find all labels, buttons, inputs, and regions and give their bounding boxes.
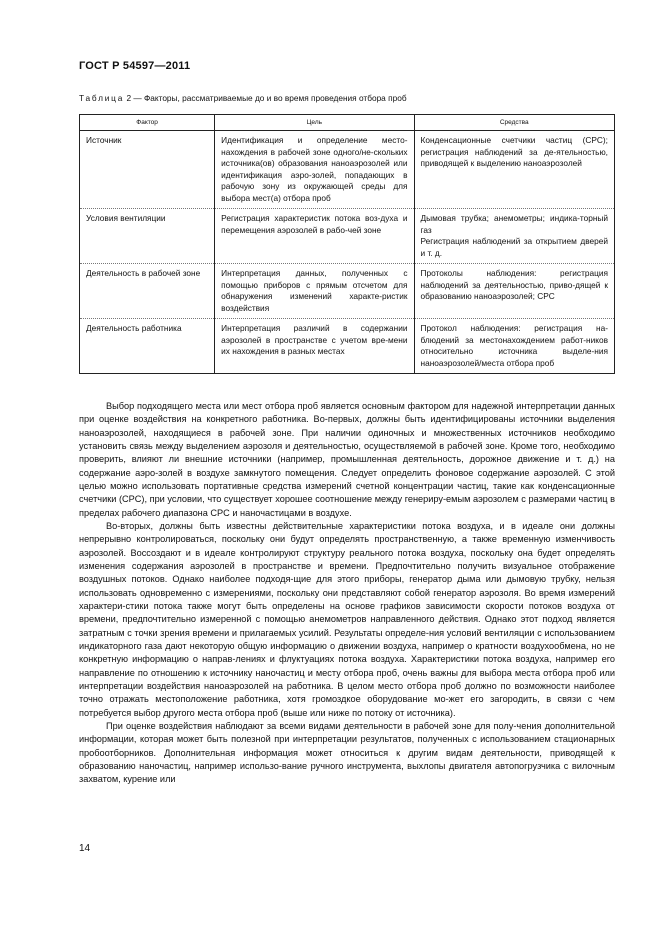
means-cell <box>414 264 615 319</box>
means-text: Регистрация наблюдений за открытием дверей и т. д. <box>420 236 608 258</box>
table-row <box>80 131 615 209</box>
factors-table <box>79 114 615 374</box>
table-caption-label: Таблица <box>79 93 125 103</box>
means-cell <box>414 209 615 264</box>
factor-cell: Деятельность в рабочей зоне <box>80 264 215 319</box>
column-header-means: Средства <box>414 115 615 131</box>
page-number: 14 <box>79 843 91 854</box>
goal-cell: Интерпретация данных, полученных с помощью приборов с прямым отсчетом для обнаружения изменений характе-ристик воздействия <box>215 264 414 319</box>
paragraph: Во-вторых, должны быть известны действительные характеристики потока воздуха, и в идеале они должны непрерывно контролироваться, поскольку они будут определять пространственную, а также временную изменчивость аэрозолей. Воссоздают и в идеале контролируют структуру реального потока воздуха, поскольку она будет определять изменения содержания аэрозолей в пространстве и времени. Предпочтительно получить визуальное отображение воздушных потоков. Однако наиболее подходя-щие для этого приборы, генератор дыма или дымовую трубку, нельзя использовать одновременно с измерениями, поскольку они представляют собой генератор аэрозоля. Во время измерений характери-стики потока также могут быть определены на основе графиков зависимости скорости потоков воздуха от времени, предпочтительно измеренной с помощью анемометров направленного действия. Однако этот подход является затратным с точки зрения времени и прилагаемых усилий. Результаты определе-ния условий вентиляции с использованием индикаторного газа дают некоторую общую информацию о движении воздуха, например о кратности воздухообмена, но не конкретную информацию о направ-лениях и флуктуациях потока воздуха. Характеристики потока воздуха, например его направление по отношению к источнику наночастиц и месту отбора проб, очень важны для выбора места отбора проб или интерпретации воздействия наноаэрозолей на работника. В целом место отбора проб должно по возможности наиболее точно отражать местоположение работника, хотя громоздкое оборудование мо-жет его загородить, в связи с чем потребуется выбор другого места отбора проб (выше или ниже по потоку от источника). <box>79 520 615 718</box>
means-text: Протоколы наблюдения: регистрация наблюдений за деятельностью, приво-дящей к образованию наноаэрозолей; CPC <box>420 268 608 301</box>
table-row <box>80 319 615 374</box>
goal-cell: Интерпретация различий в содержании аэрозолей в пространстве с учетом вре-мени их нахождения в разных местах <box>215 319 414 374</box>
body-text <box>79 400 615 787</box>
goal-cell: Идентификация и определение место-нахождения в рабочей зоне одного/не-скольких источника(ов) образования наноаэрозолей или идентификация аэро-золей, попадающих в рабочую зону из окружающей среды для выбора мест(а) отбора проб <box>215 131 414 209</box>
factor-cell: Условия вентиляции <box>80 209 215 264</box>
column-header-goal: Цель <box>215 115 414 131</box>
means-text: Дымовая трубка; анемометры; индика-торный газ <box>420 213 608 235</box>
column-header-factor: Фактор <box>80 115 215 131</box>
means-cell <box>414 131 615 209</box>
means-text: Конденсационные счетчики частиц (CPC); регистрация наблюдений за де-ятельностью, приводящей к выделению наноаэрозолей <box>420 135 608 168</box>
goal-cell: Регистрация характеристик потока воз-духа и перемещения аэрозолей в рабо-чей зоне <box>215 209 414 264</box>
table-caption <box>79 93 407 103</box>
means-cell <box>414 319 615 374</box>
means-text: Протокол наблюдения: регистрация на-блюдений за местонахождением работ-ников относительно источника выделе-ния наноаэрозолей/места отбора проб <box>420 323 608 368</box>
table-row <box>80 209 615 264</box>
table-row <box>80 264 615 319</box>
document-header: ГОСТ Р 54597—2011 <box>79 60 191 72</box>
table-caption-text: 2 — Факторы, рассматриваемые до и во время проведения отбора проб <box>124 93 407 103</box>
table-header-row <box>80 115 615 131</box>
paragraph: Выбор подходящего места или мест отбора проб является основным фактором для надежной интерпретации данных при оценке воздействия на конкретного работника. Во-первых, должны быть идентифицированы источники выделения наноаэрозолей, находящиеся в рабочей зоне. При наличии одиночных и множественных источников необходимо установить связь между выделением аэрозоля и деятельностью, осуществляемой в рабочей зоне. Кроме того, необходимо проверить, влияют ли внешние источники (например, промышленная деятельность, дорожное движение и т. д.) на содержание аэро-золей в воздухе замкнутого помещения. Следует определить фоновое содержание аэрозолей. С этой целью можно использовать портативные средства измерений счетной концентрации частиц, такие как конденсационные счетчики (CPC), при условии, что существует хорошее соотношение между генериру-емым аэрозолем с размерами частиц в пределах рабочего диапазона CPC и наночастицами в воздухе. <box>79 401 615 518</box>
factor-cell: Деятельность работника <box>80 319 215 374</box>
factor-cell: Источник <box>80 131 215 209</box>
paragraph: При оценке воздействия наблюдают за всеми видами деятельности в рабочей зоне для полу-чения дополнительной информации, которая может быть полезной при интерпретации результатов, полученных с использованием стационарных пробоотборников. Дополнительная информация может относиться к другим видам деятельности, приводящей к образованию наночастиц, например использо-вание ручного инструмента, выхлопы двигателя автопогрузчика с вилочным захватом, курение или <box>79 720 615 785</box>
